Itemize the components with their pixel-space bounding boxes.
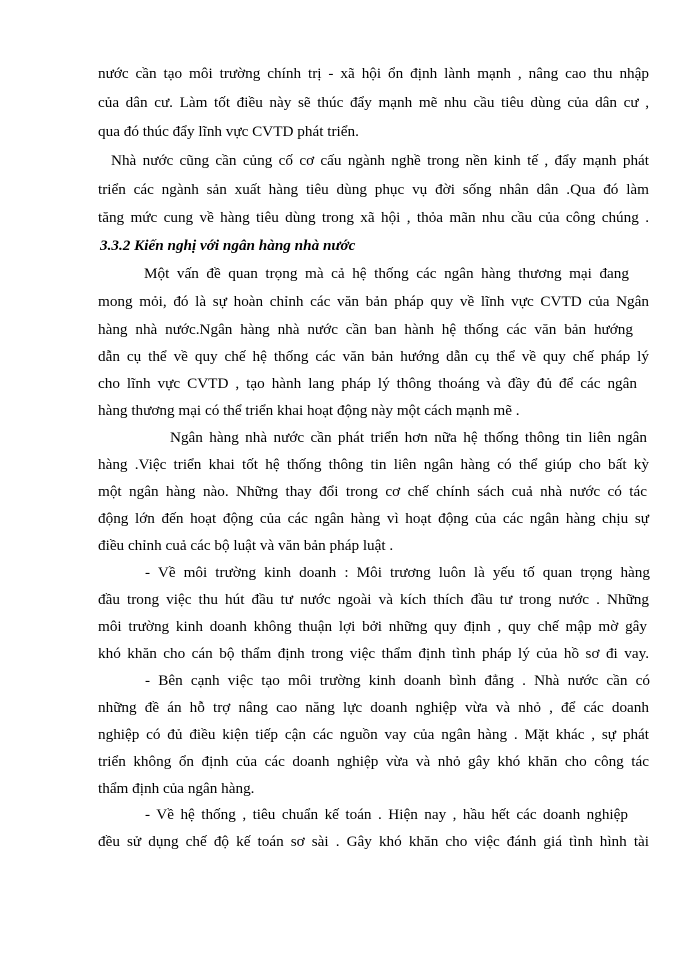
- text-line: hàng thương mại có thể triển khai hoạt động này một cách mạnh mẽ .: [98, 402, 520, 419]
- text-line: triển các ngành sản xuất hàng tiêu dùng phục vụ đời sống nhân dân .Qua đó làm: [98, 181, 649, 198]
- text-line: - Về hệ thống , tiêu chuẩn kế toán . Hiện nay , hầu hết các doanh nghiệp: [145, 806, 628, 823]
- text-line: điều chỉnh cuả các bộ luật và văn bản pháp luật .: [98, 537, 394, 554]
- text-line: môi trường kinh doanh không thuận lợi bởi những quy định , quy chế mập mờ gây: [98, 618, 647, 635]
- text-line: hàng .Việc triển khai tốt hệ thống thông tin liên ngân hàng có thể giúp cho bất kỳ: [98, 456, 649, 473]
- section-heading: 3.3.2 Kiến nghị với ngân hàng nhà nước: [100, 237, 356, 254]
- text-line: - Về môi trường kinh doanh : Môi trương luôn là yếu tố quan trọng hàng: [145, 564, 650, 581]
- text-line: Nhà nước cũng cần củng cố cơ cấu ngành nghề trong nền kinh tế , đẩy mạnh phát: [111, 152, 649, 169]
- text-line: Ngân hàng nhà nước cần phát triển hơn nữa hệ thống thông tin liên ngân: [170, 429, 647, 446]
- text-line: một ngân hàng nào. Những thay đổi trong cơ chế chính sách cuả nhà nước có tác: [98, 483, 647, 500]
- text-line: khó khăn cho cán bộ thẩm định trong việc thẩm định tình pháp lý của hồ sơ đi vay.: [98, 645, 649, 662]
- text-line: thẩm định của ngân hàng.: [98, 780, 255, 797]
- text-line: cho lĩnh vực CVTD , tạo hành lang pháp lý thông thoáng và đầy đủ để các ngân: [98, 375, 637, 392]
- text-line: dẫn cụ thể về quy chế hệ thống các văn bản hướng dẫn cụ thể về quy chế pháp lý: [98, 348, 649, 365]
- text-line: qua đó thúc đẩy lĩnh vực CVTD phát triển.: [98, 123, 359, 140]
- text-line: hàng nhà nước.Ngân hàng nhà nước cần ban hành hệ thống các văn bản hướng: [98, 321, 633, 338]
- text-line: nước cần tạo môi trường chính trị - xã hội ổn định lành mạnh , nâng cao thu nhập: [98, 65, 649, 82]
- text-line: của dân cư. Làm tốt điều này sẽ thúc đẩy mạnh mẽ nhu cầu tiêu dùng của dân cư ,: [98, 94, 649, 111]
- text-line: đầu trong việc thu hút đầu tư nước ngoài và kích thích đầu tư trong nước . Những: [98, 591, 649, 608]
- text-line: tăng mức cung về hàng tiêu dùng trong xã hội , thỏa mãn nhu cầu của công chúng .: [98, 209, 649, 226]
- text-line: triển không ổn định của các doanh nghiệp vừa và nhỏ gây khó khăn cho công tác: [98, 753, 649, 770]
- text-line: động lớn đến hoạt động của các ngân hàng vì hoạt động của các ngân hàng chịu sự: [98, 510, 649, 527]
- text-line: đều sử dụng chế độ kế toán sơ sài . Gây khó khăn cho việc đánh giá tình hình tài: [98, 833, 649, 850]
- text-line: Một vấn đề quan trọng mà cả hệ thống các ngân hàng thương mại đang: [144, 265, 629, 282]
- text-line: những đề án hỗ trợ nâng cao năng lực doanh nghiệp vừa và nhỏ , để các doanh: [98, 699, 649, 716]
- text-line: nghiệp có đủ điều kiện tiếp cận các nguồn vay của ngân hàng . Mặt khác , sự phát: [98, 726, 649, 743]
- text-line: - Bên cạnh việc tạo môi trường kinh doanh bình đẳng . Nhà nước cần có: [145, 672, 650, 689]
- text-line: mong mỏi, đó là sự hoàn chỉnh các văn bản pháp quy về lĩnh vực CVTD của Ngân: [98, 293, 649, 310]
